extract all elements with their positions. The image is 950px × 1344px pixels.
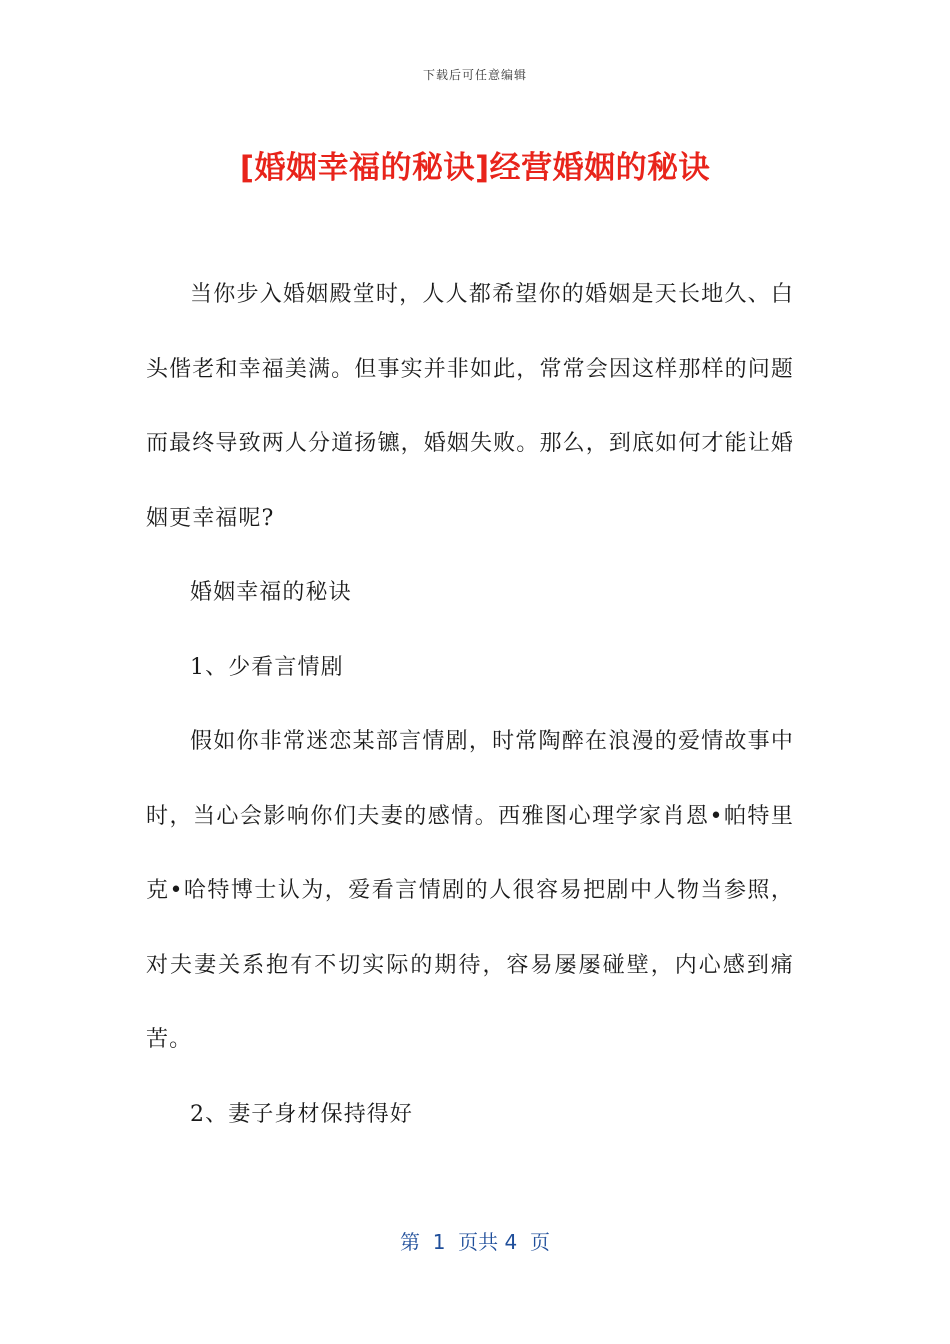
page-footer: 第 1 页共 4 页 [400,1230,550,1254]
document-body [146,258,794,1152]
list-item-heading-1: 1、少看言情剧 [190,654,344,680]
header-note: 下载后可任意编辑 [422,68,527,82]
section-heading: 婚姻幸福的秘诀 [190,580,352,605]
list-item-heading-2: 2、妻子身材保持得好 [190,1101,413,1127]
document-title: [婚姻幸福的秘诀]经营婚姻的秘诀 [239,150,711,186]
paragraph-intro: 当你步入婚姻殿堂时，人人都希望你的婚姻是天长地久、白头偕老和幸福美满。但事实并非如此，常常会因这样那样的问题而最终导致两人分道扬镳，婚姻失败。那么，到底如何才能让婚姻更幸福呢? [146,282,794,531]
paragraph-item-1: 假如你非常迷恋某部言情剧，时常陶醉在浪漫的爱情故事中时，当心会影响你们夫妻的感情。西雅图心理学家肖恩•帕特里克•哈特博士认为，爱看言情剧的人很容易把剧中人物当参照，对夫妻关系抱有不切实际的期待，容易屡屡碰壁，内心感到痛苦。 [146,729,794,1052]
